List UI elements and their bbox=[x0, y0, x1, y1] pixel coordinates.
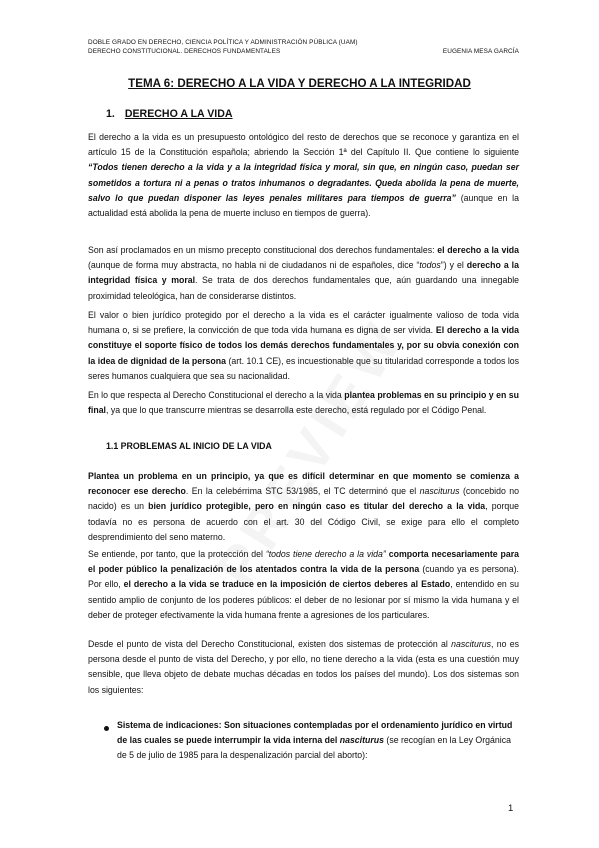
p5-text: . En la celebérrima STC 53/1985, el TC determinó que el bbox=[185, 486, 420, 497]
p3-bold: El derecho a la vida constituye el soporte físico de todos los demás derechos fundamentales y, por su obvia conexión con la idea de dignidad de la persona bbox=[88, 325, 519, 366]
p1-text: El derecho a la vida es un presupuesto ontológico del resto de derechos que se reconoce y garantiza en el artículo 15 de la Constitución española; abriendo la Sección 1ª del Capítulo II. Que contiene lo siguiente bbox=[88, 132, 519, 158]
p5-italic: nasciturus bbox=[419, 486, 460, 497]
p6-bold: comporta necesariamente para el poder público la penalización de los atentados contra la vida de la persona bbox=[88, 549, 520, 575]
paragraph-5 bbox=[88, 469, 519, 545]
p1-quote-1: “Todos tienen derecho a la vida y a la integridad física y moral, sin que, en ningún caso, puedan ser sometidos a tortura ni a penas o tratos inhumanos o degradantes. bbox=[88, 162, 519, 188]
p4-bold: plantea problemas en su principio y en su final bbox=[88, 390, 519, 416]
p2-italic: todos bbox=[419, 260, 441, 271]
p5-text-3: , porque todavía no es persona de acuerdo con el art. 30 del Código Civil, se exige para ello el completo desprendimiento del seno materno. bbox=[88, 501, 520, 542]
p2-bold-1: el derecho a la vida bbox=[437, 245, 520, 255]
p5-bold: Plantea un problema en un principio, ya que es difícil determinar en que momento se comienza a reconocer ese derecho bbox=[88, 471, 519, 497]
header-course: DERECHO CONSTITUCIONAL. DERECHOS FUNDAMENTALES bbox=[88, 48, 281, 55]
bullet-bold: Sistema de indicaciones: Son situaciones contempladas por el ordenamiento jurídico en virtud de las cuales se puede interrumpir la vida interna del bbox=[117, 720, 513, 746]
p6-text-3: , entendido en su sentido amplio de conjunto de los poderes públicos: el deber de no lesionar por sí mismo la vida humana y el deber de proteger efectivamente la vida humana frente a agresiones de los particulares. bbox=[88, 579, 520, 620]
header-line-2 bbox=[88, 47, 519, 56]
p6-italic: “todos tiene derecho a la vida” bbox=[265, 549, 386, 559]
p2-text-4: . Se trata de dos derechos fundamentales que, aún guardando una innegable proximidad teleológica, han de considerarse distintos. bbox=[88, 275, 520, 301]
p7-italic: nasciturus bbox=[451, 639, 492, 649]
paragraph-6 bbox=[88, 547, 519, 623]
p1-quote-2: Queda abolida la pena de muerte, salvo lo que puedan disponer las leyes penales militares para tiempos de guerra” bbox=[88, 177, 519, 203]
subsection-heading-1-1: 1.1 PROBLEMAS AL INICIO DE LA VIDA bbox=[106, 441, 272, 451]
paragraph-7 bbox=[88, 637, 519, 698]
p6-bold-2: el derecho a la vida se traduce en la imposición de ciertos deberes al Estado bbox=[123, 579, 451, 590]
p7-text-2: , no es persona desde el punto de vista del Derecho, y por ello, no tiene derecho a la vida (esta es una cuestión muy sensible, que lleva objeto de debate muchas décadas en todos los países del mundo). Los dos sistemas son los siguientes: bbox=[88, 639, 519, 695]
p5-bold-2: bien jurídico protegible, pero en ningún caso es titular del derecho a la vida bbox=[148, 501, 486, 512]
section-heading-1 bbox=[106, 108, 233, 120]
bullet-item-1 bbox=[117, 718, 519, 764]
p2-text-2: (aunque de forma muy abstracta, no habla ni de ciudadanos ni de españoles, dice “ bbox=[88, 260, 420, 271]
section-title: DERECHO A LA VIDA bbox=[124, 108, 233, 120]
paragraph-3 bbox=[88, 308, 519, 384]
p6-text: Se entiende, por tanto, que la protección del bbox=[88, 549, 266, 559]
page-number: 1 bbox=[508, 803, 514, 814]
paragraph-4 bbox=[88, 388, 519, 418]
p5-text-2: (concebido no nacido) es un bbox=[88, 486, 520, 512]
p2-text: Son así proclamados en un mismo precepto constitucional dos derechos fundamentales: bbox=[88, 245, 438, 255]
p2-text-3: ”) y el bbox=[440, 260, 467, 271]
p6-text-2: (cuando ya es persona). Por ello, bbox=[88, 564, 519, 590]
p4-text-2: , ya que lo que transcurre mientras se desarrolla este derecho, está regulado por el Código Penal. bbox=[106, 405, 487, 416]
p3-text-2: (art. 10.1 CE), es incuestionable que su titularidad corresponde a todos los seres humanos cualquiera que sea su nacionalidad. bbox=[88, 355, 519, 381]
p4-text: En lo que respecta al Derecho Constitucional el derecho a la vida bbox=[88, 390, 345, 400]
bullet-text: (se recogían en la Ley Orgánica de 5 de julio de 1985 para la despenalización parcial del aborto): bbox=[117, 735, 511, 761]
paragraph-1 bbox=[88, 130, 519, 221]
p2-bold-2: derecho a la integridad física y moral bbox=[88, 260, 519, 286]
paragraph-2 bbox=[88, 243, 519, 304]
page-header bbox=[88, 38, 519, 56]
bullet-dot bbox=[104, 726, 109, 731]
p3-text: El valor o bien jurídico protegido por el derecho a la vida es el carácter igualmente valioso de toda vida humana o, si se prefiere, la convicción de que toda vida humana es digna de ser vivida. bbox=[88, 310, 519, 336]
bullet-bold-italic: nasciturus bbox=[339, 735, 384, 746]
section-number: 1. bbox=[106, 108, 115, 120]
p1-text-2: (aunque en la actualidad está abolida la pena de muerte incluso en tiempos de guerra). bbox=[88, 192, 519, 219]
header-line-1: DOBLE GRADO EN DERECHO, CIENCIA POLÍTICA Y ADMINISTRACIÓN PÚBLICA (UAM) bbox=[88, 39, 358, 46]
header-author: EUGENIA MESA GARCÍA bbox=[442, 48, 519, 55]
p7-text: Desde el punto de vista del Derecho Constitucional, existen dos sistemas de protección al bbox=[88, 639, 452, 649]
document-title: TEMA 6: DERECHO A LA VIDA Y DERECHO A LA INTEGRIDAD bbox=[128, 77, 471, 90]
